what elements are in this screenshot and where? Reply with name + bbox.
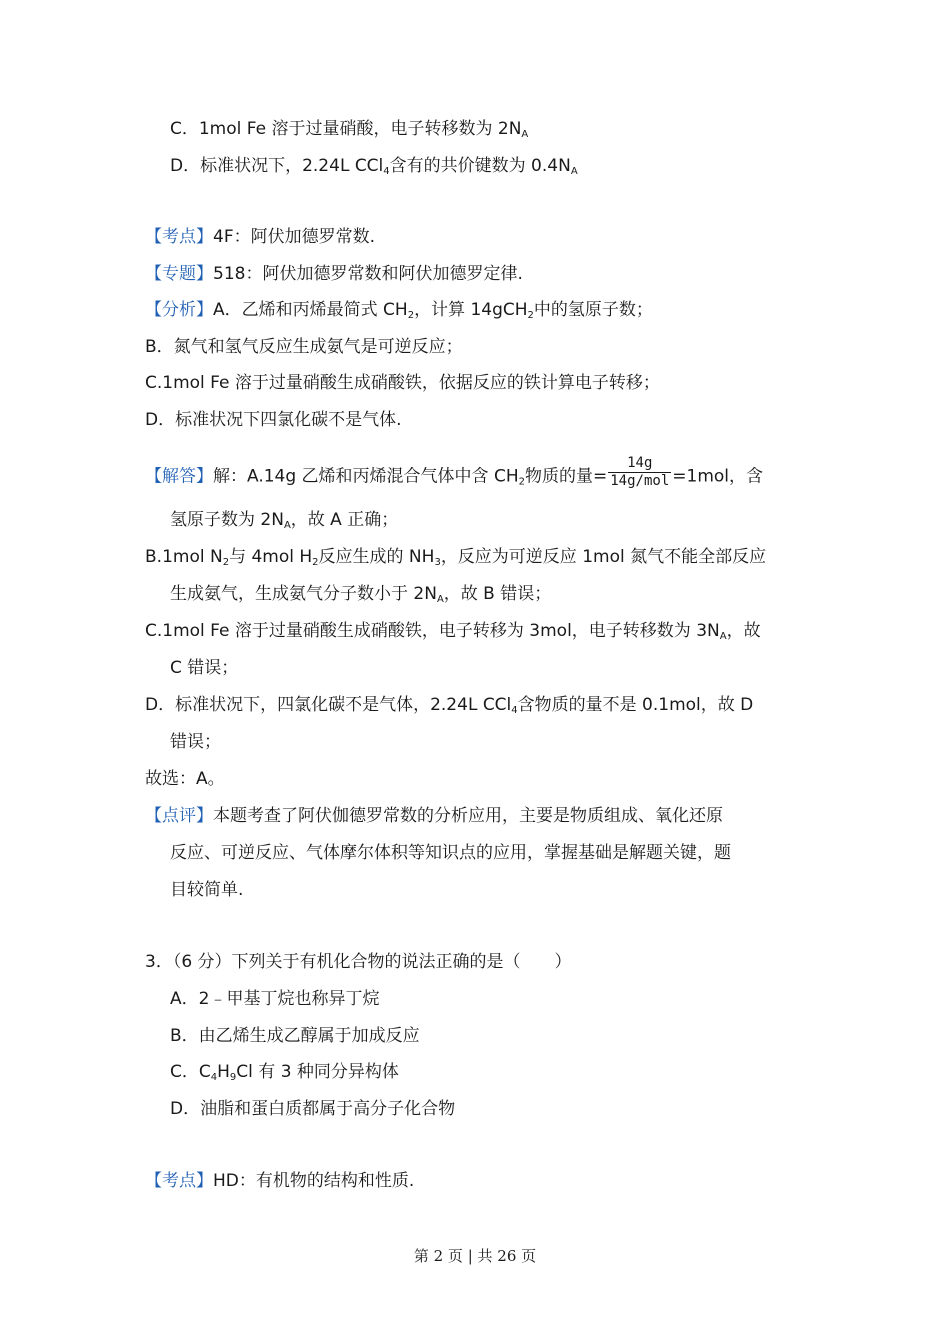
- q3-stem: 3．（6 分）下列关于有机化合物的说法正确的是（ ）: [145, 952, 572, 972]
- q2-fenxi-a: 【分析】A．乙烯和丙烯最简式 $CH_2$，计算 14gCH$_2$中的氢原子数；: [145, 300, 653, 321]
- q2-dianping-1: 【点评】本题考查了阿伏伽德罗常数的分析应用，主要是物质组成、氧化还原: [145, 806, 723, 826]
- q2-dianping-2: 反应、可逆反应、气体摩尔体积等知识点的应用，掌握基础是解题关键，题: [170, 843, 731, 863]
- zhuanti-tag: 【专题】: [145, 264, 213, 284]
- q2-fenxi-d: D．标准状况下四氯化碳不是气体.: [145, 410, 402, 430]
- q2-jieda-a2: 氢原子数为 $2N_A$，故 A 正确；: [170, 510, 399, 531]
- q2-jieda-b1: B.1mol $N_2$与 4mol $H_2$反应生成的 $NH_3$，反应为可逆反应 1mol 氮气不能全部反应: [145, 547, 767, 568]
- fraction-denominator: 14g/mol: [610, 473, 670, 489]
- q2-jieda-c2: C 错误；: [170, 658, 239, 678]
- fraction: [608, 455, 671, 490]
- q2-jieda-d1: D．标准状况下，四氯化碳不是气体，2.24L CCl$_4$含物质的量不是 0.1mol，故 D: [145, 695, 754, 716]
- q3-option-a: A．2﹣甲基丁烷也称异丁烷: [170, 989, 380, 1009]
- q2-option-d: D．标准状况下，2.24L CCl$_4$含有的共价键数为 $0.4N_A$: [170, 156, 578, 177]
- q2-dianping-3: 目较简单.: [170, 880, 244, 900]
- q2-jieda-d2: 错误；: [170, 732, 221, 752]
- q2-fenxi-b: B．氮气和氢气反应生成氨气是可逆反应；: [145, 337, 463, 357]
- q3-option-c: C．$C_4H_9Cl$ 有 3 种同分异构体: [170, 1062, 399, 1083]
- q3-kaodian: 【考点】HD：有机物的结构和性质.: [145, 1171, 415, 1191]
- dianping-tag: 【点评】: [145, 806, 213, 826]
- q2-kaodian: 【考点】4F：阿伏加德罗常数.: [145, 227, 375, 247]
- q2-jieda-c1: C.1mol Fe 溶于过量硝酸生成硝酸铁，电子转移为 3mol，电子转移数为 $3N_A$，故: [145, 621, 761, 642]
- q2-option-c: C．1mol Fe 溶于过量硝酸，电子转移数为 $2N_A$: [170, 119, 529, 140]
- kaodian-tag: 【考点】: [145, 227, 213, 247]
- q2-jieda-b2: 生成氨气，生成氨气分子数小于 $2N_A$，故 B 错误；: [170, 584, 552, 605]
- q2-fenxi-c: C.1mol Fe 溶于过量硝酸生成硝酸铁，依据反应的铁计算电子转移；: [145, 373, 660, 393]
- jieda-tag: 【解答】: [145, 466, 213, 487]
- q2-zhuanti: 【专题】518：阿伏加德罗常数和阿伏加德罗定律.: [145, 264, 523, 284]
- q2-jieda-a: 【解答】解：A.14g 乙烯和丙烯混合气体中含 $CH_2$物质的量= $\frac{14g}{\text{14g/mol}}$ =1mol，含: [145, 455, 764, 489]
- q3-option-d: D．油脂和蛋白质都属于高分子化合物: [170, 1099, 456, 1119]
- q3-option-b: B．由乙烯生成乙醇属于加成反应: [170, 1026, 420, 1046]
- page-footer: 第 2 页 | 共 26 页: [413, 1247, 537, 1265]
- fraction-numerator: 14g: [608, 455, 671, 473]
- kaodian-tag: 【考点】: [145, 1171, 213, 1191]
- fenxi-tag: 【分析】: [145, 300, 213, 320]
- q2-answer: 故选：A。: [145, 769, 225, 789]
